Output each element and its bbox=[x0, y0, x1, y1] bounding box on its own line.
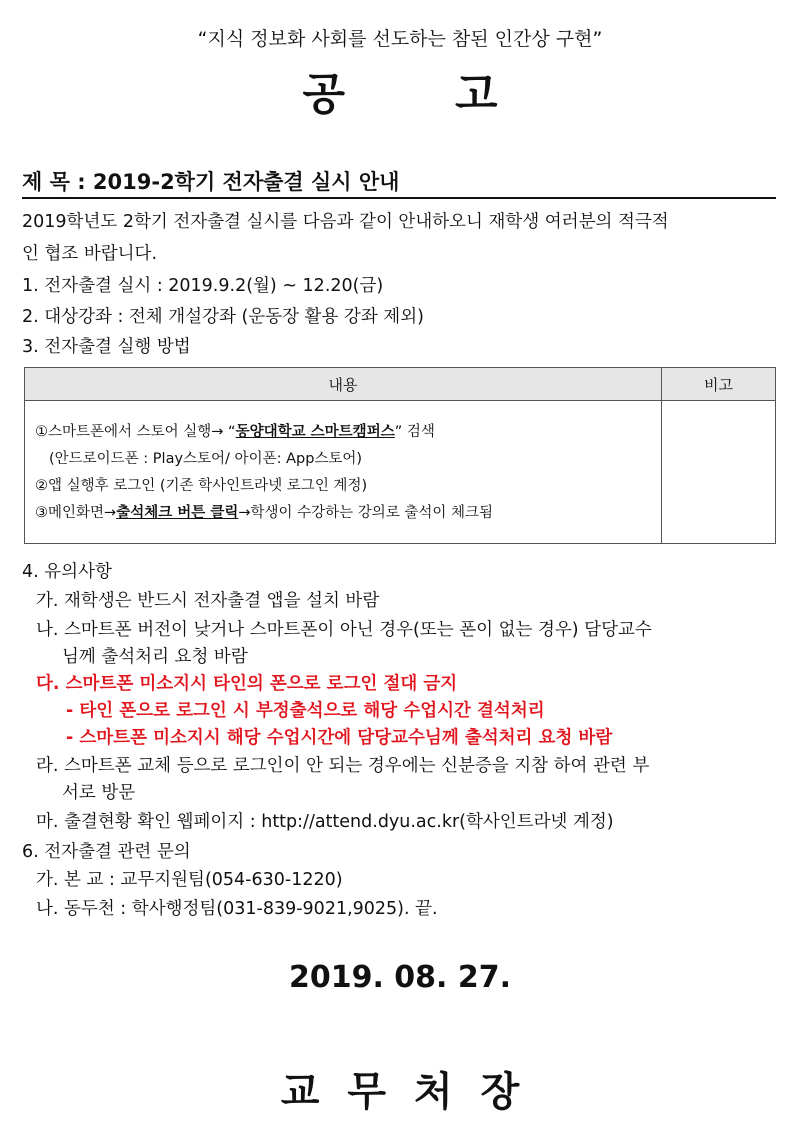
note-da-sub-1: - 타인 폰으로 로그인 시 부정출석으로 해당 수업시간 결석처리 bbox=[66, 701, 545, 721]
item-target-courses: 2. 대상강좌 : 전체 개설강좌 (운동장 활용 강좌 제외) bbox=[22, 307, 424, 327]
note-cell bbox=[662, 401, 776, 544]
method-steps-cell bbox=[25, 401, 662, 544]
app-name-highlight: 동양대학교 스마트캠퍼스 bbox=[235, 424, 395, 440]
step-2: ②앱 실행후 로그인 (기존 학사인트라넷 로그인 계정) bbox=[35, 478, 368, 494]
note-da-warning: 다. 스마트폰 미소지시 타인의 폰으로 로그인 절대 금지 bbox=[36, 674, 458, 694]
intro-line-1: 2019학년도 2학기 전자출결 실시를 다음과 같이 안내하오니 재학생 여러분의 적극적 bbox=[22, 212, 669, 232]
signer: 교무처장 bbox=[280, 1069, 548, 1115]
intro-line-2: 인 협조 바랍니다. bbox=[22, 244, 158, 264]
note-ma-webpage: 마. 출결현황 확인 웹페이지 : http://attend.dyu.ac.kr(학사인트라넷 계정) bbox=[36, 812, 614, 832]
contact-dongducheon: 나. 동두천 : 학사행정팀(031-839-9021,9025). 끝. bbox=[36, 899, 438, 919]
step-1-store-note: (안드로이드폰 : Play스토어/ 아이폰: App스토어) bbox=[49, 451, 363, 467]
step-1: ①스마트폰에서 스토어 실행→ “동양대학교 스마트캠퍼스” 검색 bbox=[35, 424, 435, 440]
note-na-line-1: 나. 스마트폰 버전이 낮거나 스마트폰이 아닌 경우(또는 폰이 없는 경우) 담당교수 bbox=[36, 620, 652, 640]
contact-title: 6. 전자출결 관련 문의 bbox=[22, 842, 191, 862]
contact-main-campus: 가. 본 교 : 교무지원팀(054-630-1220) bbox=[36, 870, 343, 890]
slogan: “지식 정보화 사회를 선도하는 참된 인간상 구현” bbox=[197, 28, 603, 50]
note-ra-line-1: 라. 스마트폰 교체 등으로 로그인이 안 되는 경우에는 신분증을 지참 하여 관련 부 bbox=[36, 756, 650, 776]
subject-divider bbox=[22, 197, 776, 199]
item-method-title: 3. 전자출결 실행 방법 bbox=[22, 337, 191, 357]
attendance-button-highlight: 출석체크 버튼 클릭 bbox=[116, 505, 239, 521]
item-period: 1. 전자출결 실시 : 2019.9.2(월) ~ 12.20(금) bbox=[22, 276, 384, 296]
notes-title: 4. 유의사항 bbox=[22, 562, 112, 582]
column-header-note: 비고 bbox=[662, 368, 776, 401]
step-3: ③메인화면→출석체크 버튼 클릭→학생이 수강하는 강의로 출석이 체크됨 bbox=[35, 505, 494, 521]
method-table bbox=[24, 367, 776, 544]
notice-date: 2019. 08. 27. bbox=[288, 960, 512, 995]
note-da-sub-2: - 스마트폰 미소지시 해당 수업시간에 담당교수님께 출석처리 요청 바람 bbox=[66, 728, 613, 748]
note-ra-line-2: 서로 방문 bbox=[62, 783, 136, 803]
column-header-content: 내용 bbox=[25, 368, 662, 401]
subject-line: 제 목 : 2019-2학기 전자출결 실시 안내 bbox=[22, 170, 400, 194]
notice-heading: 공고 bbox=[302, 69, 608, 120]
note-ga: 가. 재학생은 반드시 전자출결 앱을 설치 바람 bbox=[36, 591, 380, 611]
note-na-line-2: 님께 출석처리 요청 바람 bbox=[62, 647, 248, 667]
